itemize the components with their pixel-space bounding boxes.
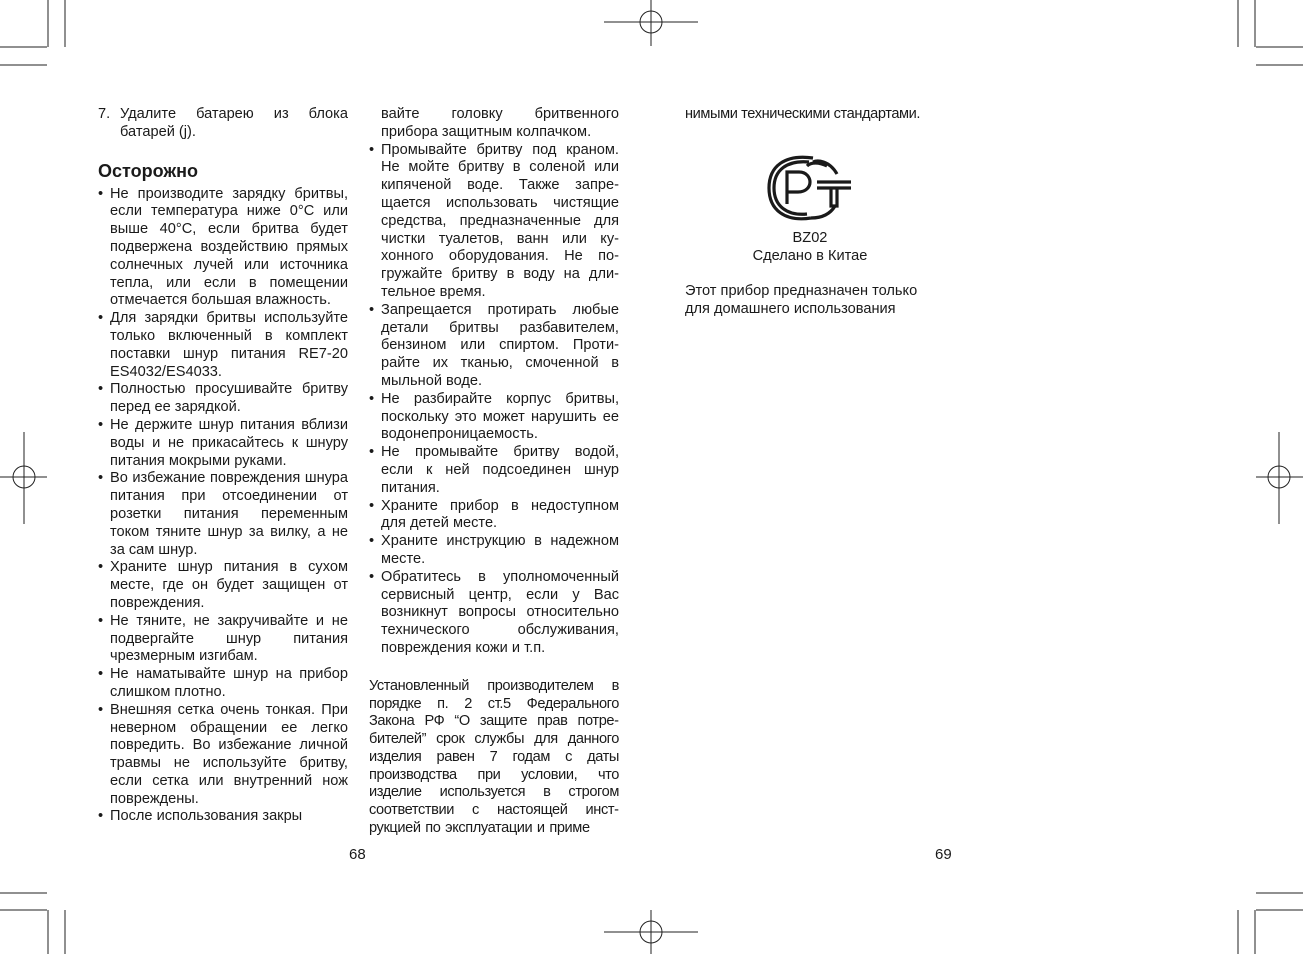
caution-list-1	[98, 186, 348, 827]
step-text: Удалите батарею из блока батарей (j).	[120, 106, 348, 140]
caution-item: • Не промывайте бритву водой, если к ней подсоединен шнур питания.	[369, 444, 619, 497]
caution-item: • Полностью просушивайте бритву перед ее зарядкой.	[98, 381, 348, 417]
left-page-column-2	[369, 106, 619, 838]
caution-item: • Не тяните, не закручивайте и не подвергайте шнур питания чрезмерным изгибам.	[98, 613, 348, 666]
caution-heading: Осторожно	[98, 160, 198, 181]
service-life-continuation: нимыми техническими стандартами.	[685, 106, 921, 122]
caution-item: • Внешняя сетка очень тонкая. При неверном обращении ее легко повредить. Во избежание личной травмы не используйте бритву, если сетка или внутренний нож повреждены.	[98, 702, 348, 809]
step-7	[98, 106, 348, 142]
caution-item: • Не держите шнур питания вблизи воды и не прикасайтесь к шнуру питания мокрыми руками.	[98, 417, 348, 470]
caution-item-continuation: вайте головку бритвенного прибора защитным колпачком.	[381, 106, 619, 140]
model-code: BZ02	[792, 229, 828, 246]
caution-item: • Запрещается протирать любые детали бритвы разбавителем, бензином или спиртом. Протирайте их тканью, смоченной в мыльной воде.	[369, 302, 619, 391]
caution-list-2	[369, 142, 619, 658]
caution-item: • Обратитесь в уполномоченный сервисный центр, если у Вас возникнут вопросы относительно технического обслуживания, повреждения кожи и т.п.	[369, 569, 619, 658]
page-number-right: 69	[935, 846, 952, 863]
caution-item: • Не разбирайте корпус бритвы, поскольку это может нарушить ее водонепроницаемость.	[369, 391, 619, 444]
household-use-note: Этот прибор предназначен только для домашнего использования	[685, 283, 918, 318]
service-life-paragraph: Установленный производителем в порядке п. 2 ст.5 Федерального Закона РФ “О защите прав потребителей” срок службы для данного изделия равен 7 годам с даты производства при условии, что изделие используется в строгом соответствии с настоящей инструкцией по эксплуатации и приме	[369, 677, 619, 837]
caution-item: • Для зарядки бритвы используйте только включенный в комплект поставки шнур питания RE7-20 ES4032/ES4033.	[98, 310, 348, 381]
caution-item: • Не наматывайте шнур на прибор слишком плотно.	[98, 666, 348, 702]
caution-item: • Не производите зарядку бритвы, если температура ниже 0°С или выше 40°С, если бритва будет подвержена воздействию прямых солнечных лучей или источника тепла, или если в помещении отмечается большая влажность.	[98, 186, 348, 311]
left-page-column-1	[98, 106, 348, 826]
caution-item: • Во избежание повреждения шнура питания при отсоединении от розетки питания переменным током тяните шнур за вилку, а не за сам шнур.	[98, 470, 348, 559]
caution-item: • После использования закры	[98, 808, 348, 826]
right-page-column	[685, 106, 935, 319]
caution-item: • Храните инструкцию в надежном месте.	[369, 533, 619, 569]
caution-item: • Храните шнур питания в сухом месте, где он будет защищен от повреждения.	[98, 559, 348, 612]
made-in-label: Сделано в Китае	[752, 247, 868, 264]
step-number: 7.	[98, 106, 111, 122]
caution-item: • Промывайте бритву под краном. Не мойте бритву в соленой или кипяченой воде. Также запрещается использовать чистящие средства, предназначенные для чистки туалетов, ванн или кухонного оборудования. Не погружайте бритву в воду на длительное время.	[369, 142, 619, 302]
page-number-left: 68	[349, 846, 366, 863]
gost-r-certification-mark-icon	[765, 152, 857, 224]
caution-item: • Храните прибор в недоступном для детей месте.	[369, 498, 619, 534]
